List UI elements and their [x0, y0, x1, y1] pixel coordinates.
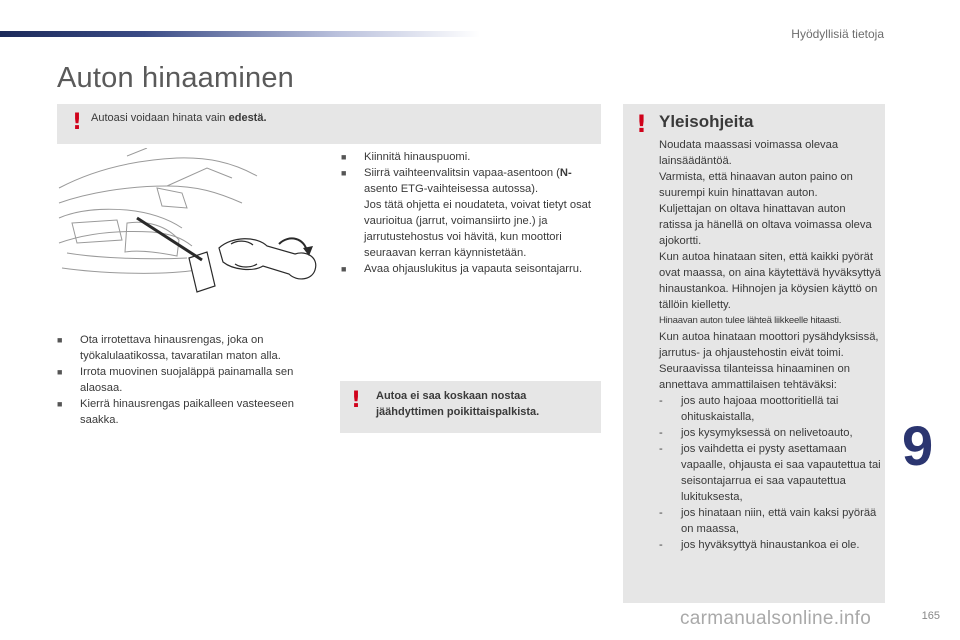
list-item: ■ Kierrä hinausrengas paikalleen vasteeseen saakka. — [57, 398, 294, 426]
list-item: ■ Avaa ohjauslukitus ja vapauta seisontajarru. — [341, 263, 583, 275]
list-item: - jos hyväksyttyä hinaustankoa ei ole. — [659, 539, 860, 551]
warning-exclamation-icon: ! — [351, 388, 362, 413]
panel-body — [659, 137, 881, 553]
notice-front-only — [57, 104, 601, 144]
checkbox-bullet-icon: ■ — [341, 152, 347, 162]
general-instructions-panel — [623, 104, 885, 603]
steps-left-list — [57, 332, 322, 428]
header-accent-bar — [0, 31, 480, 37]
chapter-number: 9 — [902, 414, 934, 477]
list-item: ■ Irrota muovinen suojaläppä painamalla sen alaosaa. — [57, 366, 294, 394]
list-item: - jos vaihdetta ei pysty asettamaan vapaalle, ohjausta ei saa vapautettua tai seisontajarrua ei saa vapautettua lukituksesta, — [659, 443, 881, 503]
list-item: - jos kysymyksessä on nelivetoauto, — [659, 427, 853, 439]
list-item: ■ Siirrä vaihteenvalitsin vapaa-asentoon (N-asento ETG-vaihteisessa autossa). Jos tätä ohjetta ei noudateta, voivat tietyt osat vaurioitua (jarrut, voimansiirto jne.) ja jarrutustehostus voi hävitä, kun moottori seuraavan kerran käynnistetään. — [341, 167, 592, 259]
watermark: carmanualsonline.info — [680, 608, 872, 629]
checkbox-bullet-icon: ■ — [57, 399, 63, 409]
panel-paragraph: Seuraavissa tilanteissa hinaaminen on annettava ammattilaisen tehtäväksi: — [659, 363, 850, 391]
checkbox-bullet-icon: ■ — [57, 335, 63, 345]
panel-paragraph: Hinaavan auton tulee lähteä liikkeelle hitaasti. — [659, 315, 842, 326]
section-header: Hyödyllisiä tietoja — [791, 27, 884, 41]
page-title: Auton hinaaminen — [57, 62, 294, 94]
checkbox-bullet-icon: ■ — [341, 264, 347, 274]
panel-paragraph: Varmista, että hinaavan auton paino on suurempi kuin hinattavan auton. — [659, 171, 853, 199]
warning-exclamation-icon: ! — [72, 110, 83, 135]
warning-exclamation-icon: ! — [636, 110, 647, 138]
notice-front-only-text: Autoasi voidaan hinata vain edestä. — [91, 112, 267, 124]
panel-paragraph: Kuljettajan on oltava hinattavan auton ratissa ja hänellä on oltava voimassa oleva ajokortti. — [659, 203, 872, 247]
steps-right-list — [341, 149, 603, 277]
towing-eye-illustration — [57, 148, 327, 313]
list-item: ■ Ota irrotettava hinausrengas, joka on työkalulaatikossa, tavaratilan maton alla. — [57, 334, 281, 362]
notice-radiator-text: Autoa ei saa koskaan nostaa jäähdyttimen poikittaispalkista. — [376, 390, 540, 418]
checkbox-bullet-icon: ■ — [57, 367, 63, 377]
professional-towing-list — [659, 393, 881, 553]
panel-paragraph: Kun autoa hinataan moottori pysähdyksissä, jarrutus- ja ohjaustehostin eivät toimi. — [659, 331, 879, 359]
list-item: - jos hinataan niin, että vain kaksi pyörää on maassa, — [659, 507, 877, 535]
page-number: 165 — [921, 610, 940, 622]
panel-title: Yleisohjeita — [659, 112, 754, 131]
notice-radiator — [340, 381, 601, 433]
list-item: ■ Kiinnitä hinauspuomi. — [341, 151, 471, 163]
panel-paragraph: Noudata maassasi voimassa olevaa lainsäädäntöä. — [659, 139, 839, 167]
list-item: - jos auto hajoaa moottoritiellä tai ohituskaistalla, — [659, 395, 839, 423]
panel-paragraph: Kun autoa hinataan siten, että kaikki pyörät ovat maassa, on aina käytettävä hyväksyttyä hinaustankoa. Hihnojen ja köysien käyttö on tällöin kielletty. — [659, 251, 882, 311]
checkbox-bullet-icon: ■ — [341, 168, 347, 178]
